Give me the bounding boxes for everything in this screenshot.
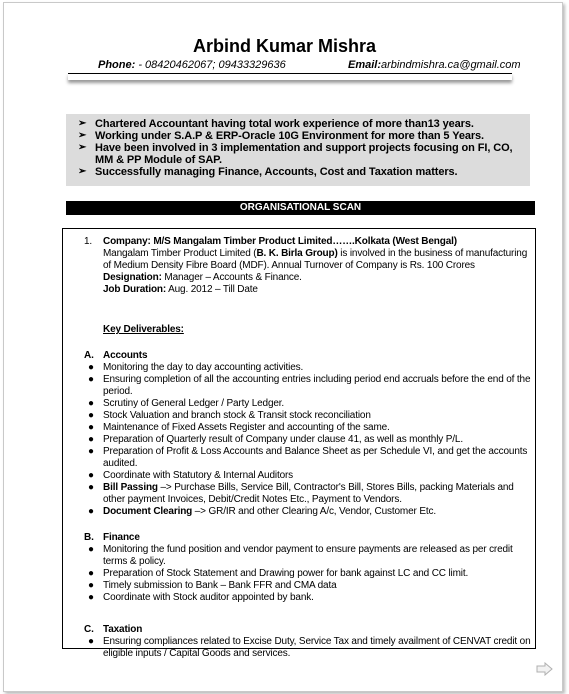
summary-item: ➢ Successfully managing Finance, Accounts, Cost and Taxation matters.: [78, 166, 458, 178]
phone-label: Phone:: [98, 59, 136, 71]
section-letter: C.: [84, 624, 94, 635]
section-letter: A.: [84, 350, 94, 361]
section-accounts: [84, 350, 532, 362]
key-deliverables-heading: Key Deliverables:: [103, 324, 184, 335]
list-item: ● Monitoring the fund position and vendor payment to ensure payments are released as per credit terms & policy.: [88, 544, 513, 567]
section-taxation: [84, 624, 532, 636]
accounts-list: [84, 362, 532, 518]
summary-item: ➢ Have been involved in 3 implementation and support projects focusing on FI, CO, MM & PP Module of SAP.: [78, 142, 513, 166]
bullet-icon: ●: [88, 470, 94, 481]
list-item: ● Ensuring compliances related to Excise Duty, Service Tax and timely availment of CENVAT credit on eligible inputs / Capital Goods and services.: [88, 636, 531, 659]
job-entry: [84, 236, 532, 296]
section-heading: Finance: [103, 532, 140, 543]
list-item: ● Preparation of Stock Statement and Drawing power for bank against LC and CC limit.: [88, 568, 469, 579]
summary-list: [78, 118, 524, 178]
designation: Designation: Manager – Accounts & Finance.: [103, 272, 302, 283]
bullet-icon: ●: [88, 568, 94, 579]
section-letter: B.: [84, 532, 94, 543]
summary-item: ➢ Working under S.A.P & ERP-Oracle 10G Environment for more than 5 Years.: [78, 130, 485, 142]
phone-value: - 08420462067; 09433329636: [135, 59, 286, 71]
bullet-icon: ●: [88, 374, 94, 385]
list-item: ● Ensuring completion of all the accounting entries including period end accruals before the end of the period.: [88, 374, 531, 397]
list-item: ● Timely submission to Bank – Bank FFR and CMA data: [88, 580, 337, 591]
company-line: Company: M/S Mangalam Timber Product Limited…….Kolkata (West Bengal): [103, 236, 457, 247]
bullet-icon: ●: [88, 544, 94, 555]
bullet-icon: ●: [88, 446, 94, 457]
email-value[interactable]: arbindmishra.ca@gmail.com: [381, 59, 521, 71]
header-rule: [68, 73, 512, 80]
list-item: ● Preparation of Quarterly result of Company under clause 41, as well as monthly P/L.: [88, 434, 463, 445]
phone: [98, 59, 286, 71]
email-label: Email:: [348, 59, 382, 71]
taxation-list: [84, 636, 532, 660]
job-duration: Job Duration: Aug. 2012 – Till Date: [103, 284, 258, 295]
bullet-icon: ●: [88, 434, 94, 445]
bullet-icon: ●: [88, 636, 94, 647]
bullet-icon: ●: [88, 592, 94, 603]
arrow-bullet-icon: ➢: [78, 142, 87, 153]
bullet-icon: ●: [88, 398, 94, 409]
summary-box: [66, 114, 530, 186]
bullet-icon: ●: [88, 482, 94, 493]
email: [348, 59, 521, 71]
section-heading: Taxation: [103, 624, 143, 635]
summary-item: ➢ Chartered Accountant having total work experience of more than13 years.: [78, 118, 474, 130]
section-finance: [84, 532, 532, 544]
list-item: ● Maintenance of Fixed Assets Register and accounting of the same.: [88, 422, 390, 433]
finance-list: [84, 544, 532, 604]
list-item: ● Coordinate with Statutory & Internal Auditors: [88, 470, 294, 481]
arrow-bullet-icon: ➢: [78, 118, 87, 129]
bullet-icon: ●: [88, 410, 94, 421]
bullet-icon: ●: [88, 580, 94, 591]
bullet-icon: ●: [88, 362, 94, 373]
bullet-icon: ●: [88, 422, 94, 433]
list-item: ● Bill Passing –> Purchase Bills, Service Bill, Contractor's Bill, Stores Bills, packing Materials and other payment Invoices, Debit/Credit Notes Etc., Payment to Vendors.: [88, 482, 514, 505]
company-description: Mangalam Timber Product Limited (B. K. Birla Group) is involved in the business of manufacturing of Medium Density Fibre Board (MDF). Annual Turnover of Company is Rs. 100 Crores: [103, 248, 528, 271]
list-item: ● Scrutiny of General Ledger / Party Ledger.: [88, 398, 285, 409]
section-heading: Accounts: [103, 350, 148, 361]
list-item: ● Stock Valuation and branch stock & Transit stock reconciliation: [88, 410, 371, 421]
list-item: ● Coordinate with Stock auditor appointed by bank.: [88, 592, 314, 603]
job-content: [84, 236, 532, 660]
candidate-name: Arbind Kumar Mishra: [192, 36, 377, 56]
arrow-bullet-icon: ➢: [78, 166, 87, 177]
bullet-icon: ●: [88, 506, 94, 517]
arrow-bullet-icon: ➢: [78, 130, 87, 141]
list-item: ● Preparation of Profit & Loss Accounts and Balance Sheet as per Schedule VI, and get the accounts audited.: [88, 446, 528, 469]
list-item: ● Monitoring the day to day accounting activities.: [88, 362, 304, 373]
job-number: 1.: [84, 236, 93, 247]
section-title: ORGANISATIONAL SCAN: [66, 201, 535, 215]
next-page-arrow-icon[interactable]: [536, 662, 554, 676]
list-item: ● Document Clearing –> GR/IR and other Clearing A/c, Vendor, Customer Etc.: [88, 506, 436, 517]
